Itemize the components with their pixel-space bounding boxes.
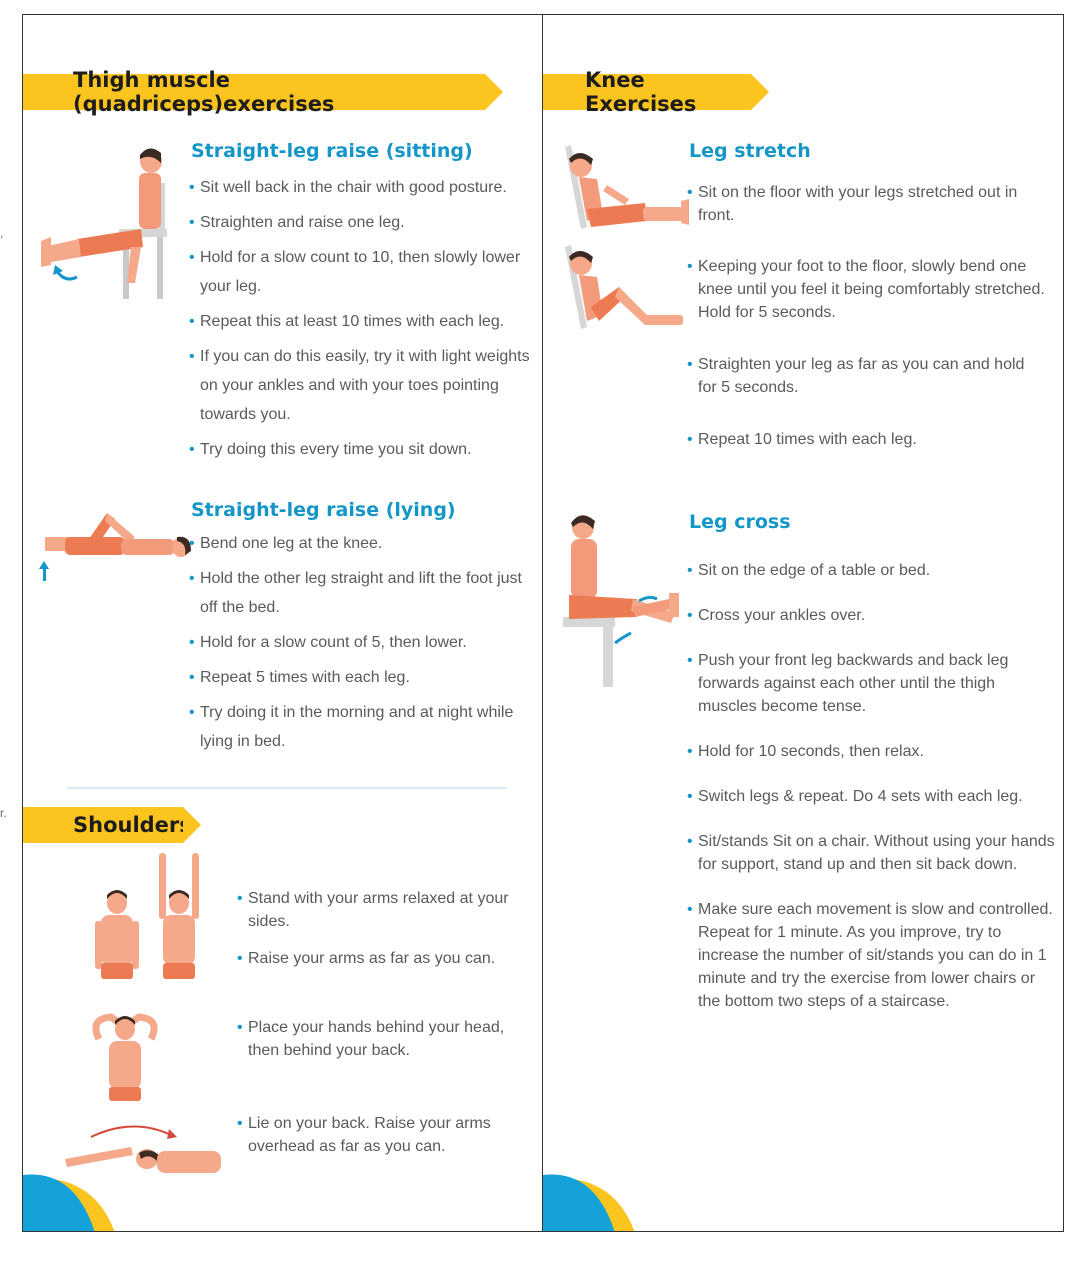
leg-stretch-icon: [557, 139, 697, 347]
list-item: • Sit on the edge of a table or bed.: [687, 559, 1057, 582]
list-item: • Straighten your leg as far as you can and hold for 5 seconds.: [687, 353, 1047, 399]
list-item: • Cross your ankles over.: [687, 604, 1057, 627]
cross-bullets: [687, 559, 1057, 1013]
thigh-heading-banner: [23, 68, 485, 116]
list-item: • Bend one leg at the knee.: [189, 529, 539, 558]
knee-heading: Knee Exercises: [585, 68, 697, 116]
list-item: • Sit/stands Sit on a chair. Without using your hands for support, stand up and then sit back down.: [687, 830, 1057, 876]
thigh-heading: Thigh muscle (quadriceps)exercises: [73, 68, 335, 116]
lying-title: Straight-leg raise (lying): [191, 499, 456, 521]
lying-leg-raise-icon: [35, 507, 195, 587]
shoulders-heading-banner: [23, 807, 192, 843]
list-item: • Lie on your back. Raise your arms overhead as far as you can.: [237, 1112, 537, 1158]
seated-leg-raise-icon: [37, 143, 187, 303]
arms-raise-icon: [85, 851, 215, 999]
list-item: • Hold for a slow count to 10, then slowly lower your leg.: [189, 243, 539, 301]
stretch-bullets: [687, 181, 1047, 451]
list-item: • Place your hands behind your head, then behind your back.: [237, 1016, 537, 1062]
list-item: • Repeat 10 times with each leg.: [687, 428, 1047, 451]
list-item: • Hold the other leg straight and lift the foot just off the bed.: [189, 564, 539, 622]
shoulders-heading: Shoulders: [73, 813, 192, 837]
list-item: • Try doing it in the morning and at night while lying in bed.: [189, 698, 539, 756]
list-item: • Repeat 5 times with each leg.: [189, 663, 539, 692]
list-item: • Stand with your arms relaxed at your sides.: [237, 887, 537, 933]
sitting-title: Straight-leg raise (sitting): [191, 140, 473, 162]
list-item: • Push your front leg backwards and back leg forwards against each other until the thigh muscles become tense.: [687, 649, 1057, 718]
list-item: • Make sure each movement is slow and controlled. Repeat for 1 minute. As you improve, try to increase the number of sit/stands you can do in 1 minute and try the exercise from lower chairs or the bottom two steps of a staircase.: [687, 898, 1057, 1013]
lying-bullets: [189, 529, 539, 756]
list-item: • Sit on the floor with your legs stretched out in front.: [687, 181, 1047, 227]
list-item: • Repeat this at least 10 times with each leg.: [189, 307, 539, 336]
knee-heading-banner: [543, 68, 751, 116]
left-panel: [22, 14, 544, 1232]
list-item: • Keeping your foot to the floor, slowly bend one knee until you feel it being comfortably stretched. Hold for 5 seconds.: [687, 255, 1047, 324]
corner-decoration-icon: [543, 1171, 639, 1232]
edge-mark: ,: [0, 226, 4, 240]
list-item: • If you can do this easily, try it with light weights on your ankles and with your toes pointing towards you.: [189, 342, 539, 429]
stretch-title: Leg stretch: [689, 140, 811, 162]
list-item: • Hold for a slow count of 5, then lower.: [189, 628, 539, 657]
section-divider: [67, 787, 507, 789]
list-item: • Switch legs & repeat. Do 4 sets with each leg.: [687, 785, 1057, 808]
list-item: • Raise your arms as far as you can.: [237, 947, 537, 970]
right-panel: [542, 14, 1064, 1232]
edge-mark: r.: [0, 806, 7, 820]
list-item: • Straighten and raise one leg.: [189, 208, 539, 237]
list-item: • Hold for 10 seconds, then relax.: [687, 740, 1057, 763]
cross-title: Leg cross: [689, 511, 791, 533]
shoulders-bullets: [237, 887, 537, 1158]
leg-cross-icon: [557, 507, 697, 687]
hands-behind-head-icon: [85, 1009, 165, 1107]
sitting-bullets: [189, 173, 539, 464]
list-item: • Sit well back in the chair with good posture.: [189, 173, 539, 202]
list-item: • Try doing this every time you sit down.: [189, 435, 539, 464]
corner-decoration-icon: [23, 1171, 119, 1232]
